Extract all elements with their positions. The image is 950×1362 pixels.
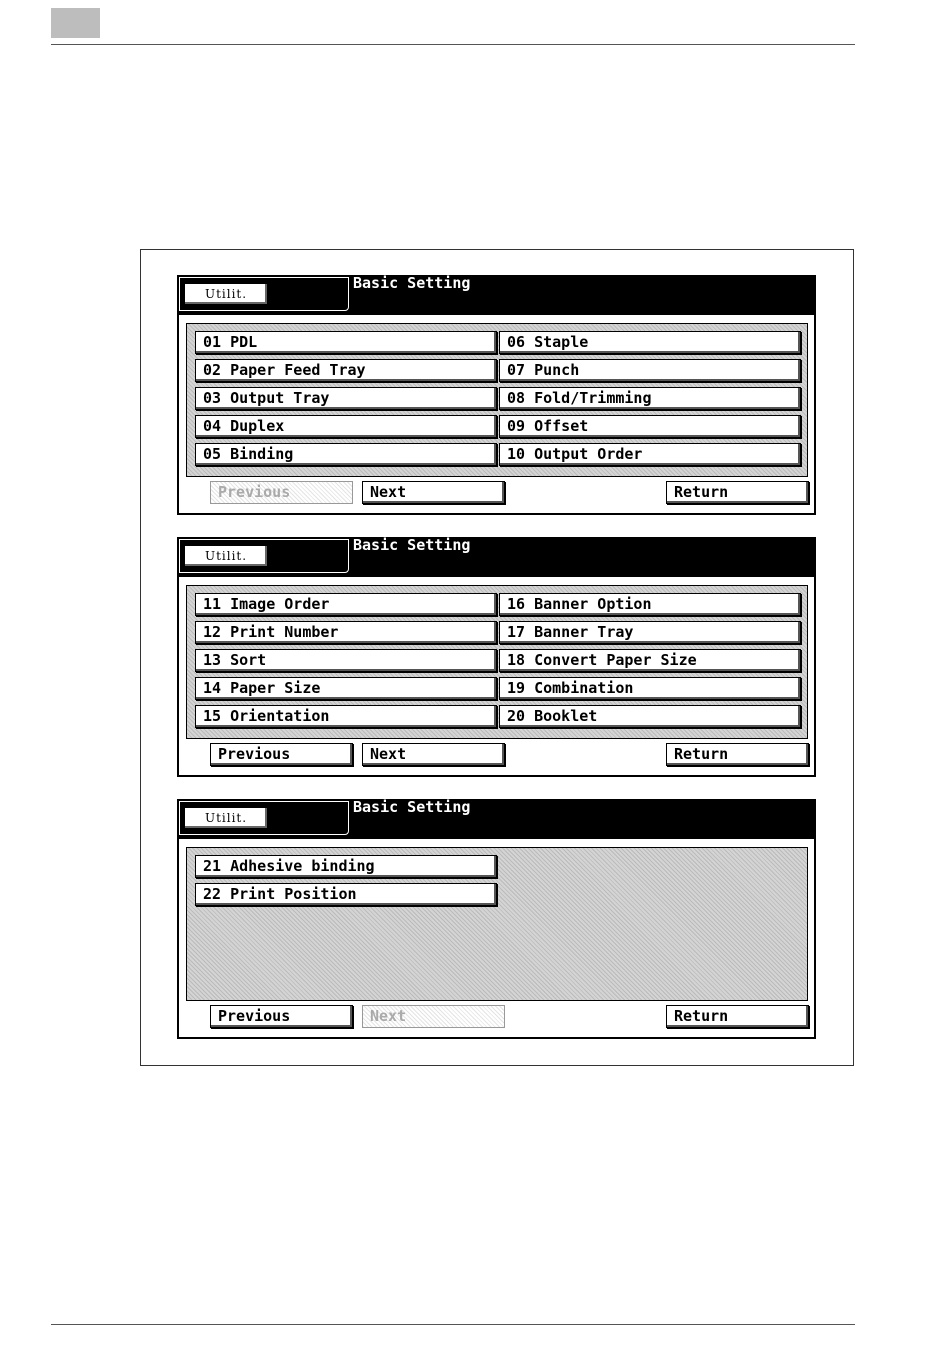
next-button: Next [362, 1005, 505, 1028]
screen-header [177, 537, 816, 577]
screen-header [177, 799, 816, 839]
previous-button: Previous [210, 481, 353, 504]
setting-item-button[interactable]: 08 Fold/Trimming [499, 387, 801, 410]
screen-body [177, 577, 816, 777]
screen-title: Basic Setting [353, 798, 471, 816]
utilit-tab-area [179, 277, 349, 311]
header-rule [51, 44, 855, 45]
setting-item-button[interactable]: 09 Offset [499, 415, 801, 438]
setting-item-button[interactable]: 14 Paper Size [195, 677, 497, 700]
settings-grid [186, 847, 808, 1001]
setting-item-button[interactable]: 20 Booklet [499, 705, 801, 728]
screen-body [177, 839, 816, 1039]
settings-grid [186, 585, 808, 739]
screen-title: Basic Setting [353, 274, 471, 292]
setting-item-button[interactable]: 19 Combination [499, 677, 801, 700]
setting-item-button[interactable]: 01 PDL [195, 331, 497, 354]
setting-item-button[interactable]: 05 Binding [195, 443, 497, 466]
setting-item-button[interactable]: 11 Image Order [195, 593, 497, 616]
setting-item-button[interactable]: 13 Sort [195, 649, 497, 672]
setting-item-button[interactable]: 10 Output Order [499, 443, 801, 466]
screen-header [177, 275, 816, 315]
next-button[interactable]: Next [362, 481, 505, 504]
screen-title: Basic Setting [353, 536, 471, 554]
basic-setting-screen [177, 799, 816, 1039]
return-button[interactable]: Return [666, 1005, 809, 1028]
setting-item-button[interactable]: 03 Output Tray [195, 387, 497, 410]
setting-item-button[interactable]: 17 Banner Tray [499, 621, 801, 644]
setting-item-button[interactable]: 21 Adhesive binding [195, 855, 497, 878]
previous-button[interactable]: Previous [210, 1005, 353, 1028]
setting-item-button[interactable]: 18 Convert Paper Size [499, 649, 801, 672]
setting-item-button[interactable]: 02 Paper Feed Tray [195, 359, 497, 382]
setting-item-button[interactable]: 16 Banner Option [499, 593, 801, 616]
page-tab-marker [51, 8, 100, 38]
setting-item-button[interactable]: 06 Staple [499, 331, 801, 354]
setting-item-button[interactable]: 07 Punch [499, 359, 801, 382]
footer-rule [51, 1324, 855, 1325]
utilit-tab-area [179, 801, 349, 835]
settings-grid [186, 323, 808, 477]
utilit-button[interactable]: Utilit. [184, 545, 268, 567]
setting-item-button[interactable]: 22 Print Position [195, 883, 497, 906]
basic-setting-screen [177, 275, 816, 515]
utilit-tab-area [179, 539, 349, 573]
setting-item-button[interactable]: 12 Print Number [195, 621, 497, 644]
screen-body [177, 315, 816, 515]
utilit-button[interactable]: Utilit. [184, 283, 268, 305]
next-button[interactable]: Next [362, 743, 505, 766]
return-button[interactable]: Return [666, 743, 809, 766]
return-button[interactable]: Return [666, 481, 809, 504]
previous-button[interactable]: Previous [210, 743, 353, 766]
setting-item-button[interactable]: 04 Duplex [195, 415, 497, 438]
utilit-button[interactable]: Utilit. [184, 807, 268, 829]
setting-item-button[interactable]: 15 Orientation [195, 705, 497, 728]
basic-setting-screen [177, 537, 816, 777]
